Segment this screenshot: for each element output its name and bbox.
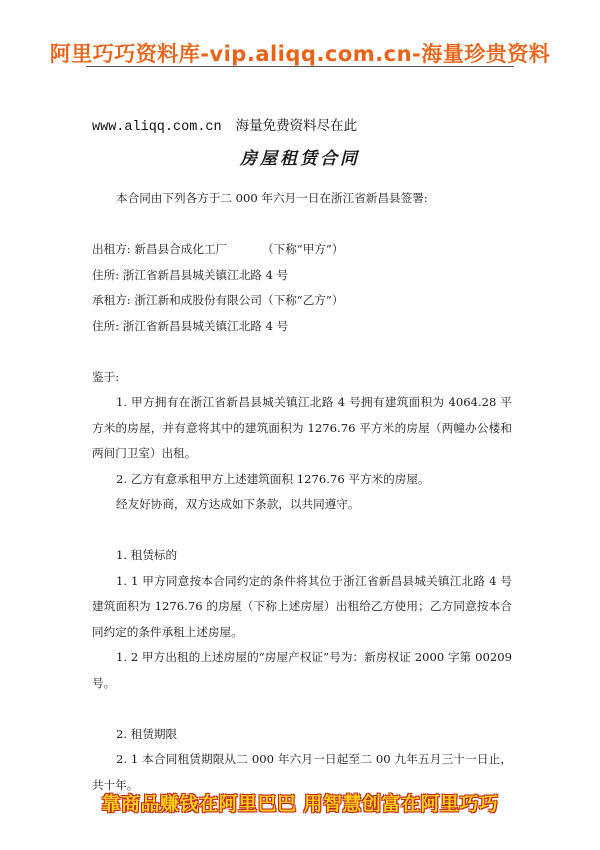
contract-body <box>92 186 512 798</box>
lessor-alias: （下称“甲方”） <box>262 242 344 256</box>
clause: 1. 2 甲方出租的上述房屋的“房屋产权证”号为：新房权证 2000 字第 00209 号。 <box>92 650 512 690</box>
lessor-address: 住所: 浙江省新昌县城关镇江北路 4 号 <box>92 267 289 282</box>
whereas-item: 2. 乙方有意承租甲方上述建筑面积 1276.76 平方米的房屋。 <box>116 471 430 486</box>
whereas-heading: 鉴于: <box>92 369 120 384</box>
document-title: 房屋租赁合同 <box>240 149 360 169</box>
footer-banner: 靠商品赚钱在阿里巴巴 用智慧创富在阿里巧巧 <box>101 793 499 815</box>
site-slogan: 海量免费资料尽在此 <box>235 118 358 134</box>
whereas-item: 1. 甲方拥有在浙江省新昌县城关镇江北路 4 号拥有建筑面积为 4064.28 平方米的房屋，并有意将其中的建筑面积为 1276.76 平方米的房屋（两幢办公楼和两间门卫室）出租。 <box>92 395 512 460</box>
lessor-name: 新昌县合成化工厂 <box>134 242 228 256</box>
site-line <box>92 114 357 135</box>
section-heading: 2. 租赁期限 <box>116 726 178 741</box>
intro-paragraph: 本合同由下列各方于二 000 年六月一日在浙江省新昌县签署: <box>116 191 428 205</box>
clause: 2. 1 本合同租赁期限从二 000 年六月一日起至二 00 九年五月三十一日止，共十年。 <box>92 752 512 792</box>
lessor-line <box>92 237 512 263</box>
clause: 1. 1 甲方同意按本合同约定的条件将其位于浙江省新昌县城关镇江北路 4 号建筑面积为 1276.76 的房屋（下称上述房屋）出租给乙方使用；乙方同意按本合同约定的条件承租上述房屋。 <box>92 573 512 639</box>
lessee-alias: （下称“乙方”） <box>262 293 344 307</box>
whereas-conclusion: 经友好协商，双方达成如下条款，以共同遵守。 <box>116 497 360 511</box>
header-divider <box>86 66 514 67</box>
lessor-label: 出租方: <box>92 242 131 256</box>
lessee-label: 承租方: <box>92 293 131 307</box>
lessee-line <box>92 288 512 314</box>
lessee-name: 浙江新和成股份有限公司 <box>134 293 262 307</box>
header-banner: 阿里巧巧资料库-vip.aliqq.com.cn-海量珍贵资料 <box>49 42 551 66</box>
site-url[interactable]: www.aliqq.com.cn <box>92 120 222 135</box>
section-heading: 1. 租赁标的 <box>116 548 178 562</box>
lessee-address: 住所: 浙江省新昌县城关镇江北路 4 号 <box>92 318 289 333</box>
